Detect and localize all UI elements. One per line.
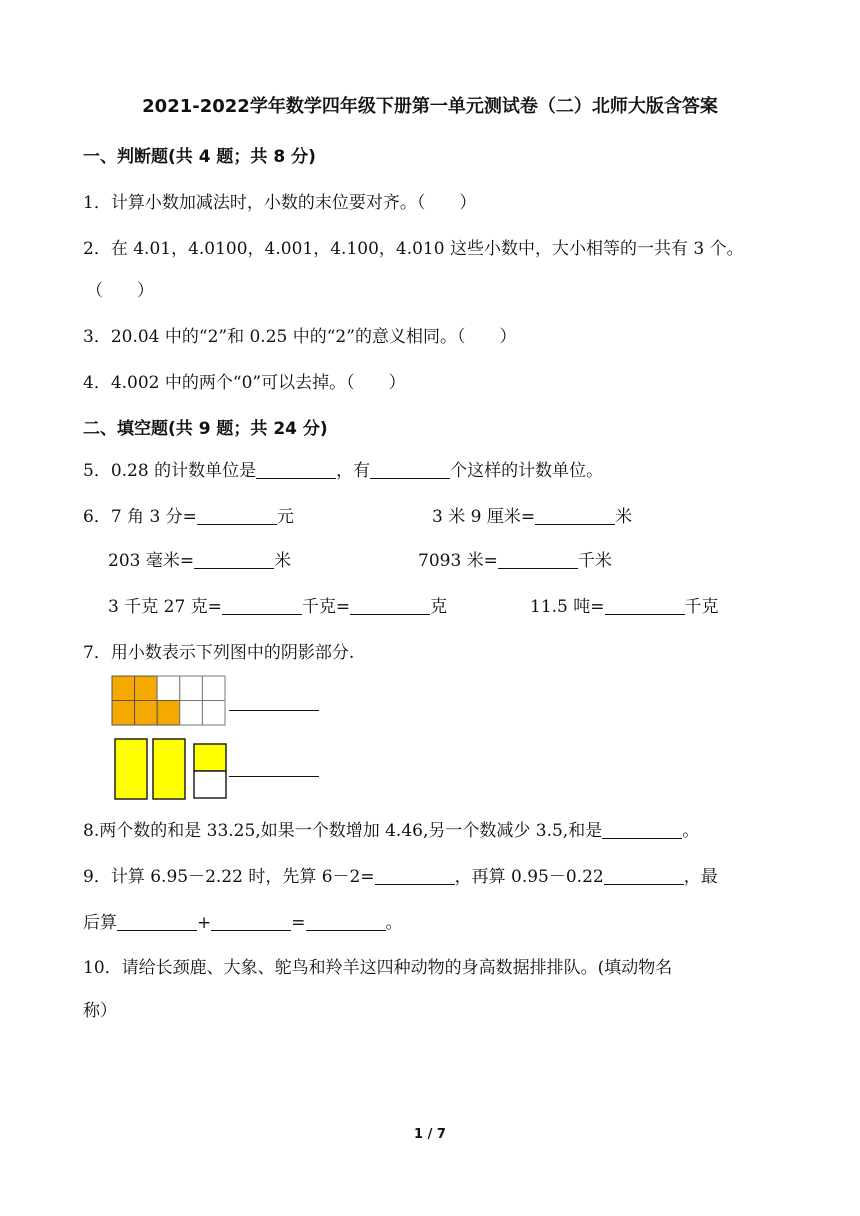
question-3: 3．20.04 中的“2”和 0.25 中的“2”的意义相同。（ ） — [83, 327, 517, 347]
answer-blank[interactable] — [350, 596, 430, 615]
shaded-cell — [135, 701, 158, 726]
shaded-cell — [157, 701, 180, 726]
answer-blank[interactable] — [194, 550, 274, 569]
question-5-text-a: 5．0.28 的计数单位是 — [83, 461, 257, 481]
empty-cell — [180, 701, 203, 726]
question-6-row-1-left — [83, 502, 294, 527]
question-8-end: 。 — [682, 821, 700, 841]
question-6-text: 6．7 角 3 分= — [83, 507, 197, 527]
shaded-rectangle — [115, 739, 147, 799]
question-10-line-1: 10．请给长颈鹿、大象、鸵鸟和羚羊这四种动物的身高数据排排队。(填动物名 — [83, 958, 673, 978]
question-9-line-1 — [83, 862, 718, 887]
shaded-half — [194, 744, 226, 771]
answer-blank[interactable] — [211, 912, 291, 931]
plus-sign: + — [197, 913, 212, 933]
question-9-end: 。 — [385, 913, 403, 933]
question-6-text: 7093 米= — [418, 551, 498, 571]
unit-label: 千克 — [684, 597, 719, 617]
question-8-text: 8.两个数的和是 33.25,如果一个数增加 4.46,另一个数减少 3.5,和是 — [83, 821, 603, 841]
question-2-bracket: （ ） — [86, 281, 154, 301]
answer-blank[interactable] — [222, 596, 302, 615]
shaded-cell — [112, 701, 135, 726]
question-6-text: 3 米 9 厘米= — [432, 507, 536, 527]
question-1: 1．计算小数加减法时，小数的末位要对齐。（ ） — [83, 193, 477, 213]
question-5 — [83, 456, 603, 481]
question-6-row-2-right — [418, 546, 612, 571]
question-7: 7．用小数表示下列图中的阴影部分. — [83, 643, 355, 663]
answer-blank[interactable] — [375, 866, 455, 885]
answer-blank[interactable] — [256, 460, 336, 479]
question-6-row-3-left — [108, 592, 447, 617]
question-5-text-c: 个这样的计数单位。 — [450, 461, 604, 481]
empty-cell — [202, 701, 225, 726]
equals-sign: = — [291, 913, 306, 933]
question-6-row-1-right — [432, 502, 632, 527]
answer-blank[interactable] — [117, 912, 197, 931]
answer-blank[interactable] — [229, 776, 319, 777]
shaded-cell — [135, 676, 158, 701]
shaded-rectangles-figure — [113, 737, 231, 801]
question-9-text: 9．计算 6.95－2.22 时，先算 6－2= — [83, 867, 375, 887]
question-9-text: 后算 — [83, 913, 117, 933]
question-9-text: ，最 — [683, 867, 718, 887]
shaded-cell — [112, 676, 135, 701]
empty-cell — [180, 676, 203, 701]
unit-label: 千米 — [577, 551, 612, 571]
empty-cell — [157, 676, 180, 701]
section-heading-fill-blank: 二、填空题(共 9 题；共 24 分) — [83, 419, 328, 439]
answer-blank[interactable] — [535, 506, 615, 525]
question-9-line-2 — [83, 908, 403, 933]
shaded-rectangle — [153, 739, 185, 799]
page-number: 1 / 7 — [414, 1127, 446, 1142]
question-6-text: 203 毫米= — [108, 551, 195, 571]
answer-blank[interactable] — [197, 506, 277, 525]
question-4: 4．4.002 中的两个“0”可以去掉。（ ） — [83, 373, 406, 393]
unit-label: 米 — [615, 507, 633, 527]
answer-blank[interactable] — [604, 866, 684, 885]
empty-half — [194, 771, 226, 798]
question-9-text: ，再算 0.95－0.22 — [454, 867, 604, 887]
question-6-row-2-left — [108, 546, 291, 571]
unit-label: 元 — [276, 507, 294, 527]
unit-label: 米 — [274, 551, 292, 571]
answer-blank[interactable] — [229, 710, 319, 711]
question-2: 2．在 4.01，4.0100，4.001，4.100，4.010 这些小数中，大小相等的一共有 3 个。 — [83, 239, 744, 259]
question-5-text-b: ，有 — [336, 461, 371, 481]
answer-blank[interactable] — [498, 550, 578, 569]
answer-blank[interactable] — [602, 820, 682, 839]
answer-blank[interactable] — [306, 912, 386, 931]
answer-blank[interactable] — [370, 460, 450, 479]
section-heading-judgement: 一、判断题(共 4 题；共 8 分) — [83, 147, 316, 167]
shaded-grid-figure — [111, 675, 227, 727]
question-10-line-2: 称） — [83, 1001, 117, 1021]
page-title: 2021-2022学年数学四年级下册第一单元测试卷（二）北师大版含答案 — [142, 96, 718, 117]
question-6-row-3-right — [530, 592, 719, 617]
answer-blank[interactable] — [605, 596, 685, 615]
unit-label: 克 — [430, 597, 448, 617]
question-8 — [83, 816, 699, 841]
question-6-text: 3 千克 27 克= — [108, 597, 222, 617]
empty-cell — [202, 676, 225, 701]
question-6-text: 11.5 吨= — [530, 597, 605, 617]
unit-label: 千克= — [301, 597, 351, 617]
